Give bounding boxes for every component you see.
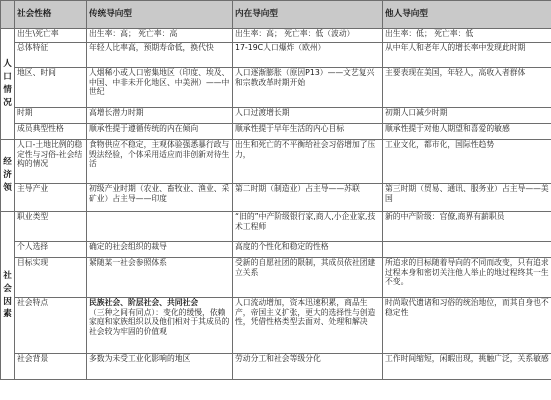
table-row — [1, 124, 551, 140]
row-label: 总体特征 — [15, 43, 87, 68]
group-char: 经 — [3, 157, 12, 168]
row-label: 主导产业 — [15, 184, 87, 212]
cell-other: 第三时期（贸易、通讯、服务业）占主导——美国 — [383, 184, 551, 212]
group-char: 人 — [3, 59, 12, 70]
cell-inner: 出生率：高； 死亡率：低（波动） — [233, 29, 383, 43]
table-row — [1, 43, 551, 68]
table-row — [1, 242, 551, 258]
table-row — [1, 298, 551, 354]
cell-inner: 人口过渡增长期 — [233, 108, 383, 124]
cell-other: 从中年人和老年人的增长率中发现此时期 — [383, 43, 551, 68]
cell-inner: 劳动分工和社会等级分化 — [233, 354, 383, 380]
cell-tradition: 高增长潜力时期 — [87, 108, 233, 124]
header-corner — [1, 1, 15, 29]
row-label: 个人选择 — [15, 242, 87, 258]
cell-other: 时尚取代遗诸和习俗的统治地位，而其自身也不稳定性 — [383, 298, 551, 354]
cell-tradition: 食物供应不稳定，主观体验强悉暴行政与毁法经验，个体采用适应而非创新对待生活 — [87, 140, 233, 184]
row-label: 社会特点 — [15, 298, 87, 354]
table-header-row — [1, 1, 551, 29]
row-label: 地区、时间 — [15, 68, 87, 108]
row-label: 出生\死亡率 — [15, 29, 87, 43]
cell-tradition: 出生率：高； 死亡率：高 — [87, 29, 233, 43]
group-char: 情 — [3, 85, 12, 95]
row-label: 职业类型 — [15, 212, 87, 242]
cell-other: 所追求的目标随着导向的不同而改变，只有追求过程本身和密切关注他人举止的地过程终其一生不变。 — [383, 258, 551, 298]
cell-tradition: 顺承性提于遵循传统的内在倾向 — [87, 124, 233, 140]
cell-inner: 人口逐渐膨胀（原因P13）——文艺复兴和宗教改革时期开始 — [233, 68, 383, 108]
cell-tradition: 人烟稀小或人口密集地区（印度、埃及、中国、中非未开化地区、中美洲）——中世纪 — [87, 68, 233, 108]
cell-tradition-body: （三种之间有同点）：变化的缓慢，依赖家庭和家族组织以及他们相对于其成员的社会较为牢固的价值观 — [89, 307, 230, 336]
group-char: 口 — [3, 72, 12, 83]
cell-inner: 第二时期（制造业）占主导——苏联 — [233, 184, 383, 212]
table-row — [1, 68, 551, 108]
cell-tradition — [87, 298, 233, 354]
header-inner-directed: 内在导向型 — [233, 1, 383, 29]
row-label: 社会背景 — [15, 354, 87, 380]
row-label: 人口-土地比例的稳定性与习俗-社会结构的情况 — [15, 140, 87, 184]
table-row — [1, 29, 551, 43]
table-row — [1, 354, 551, 380]
group-label-economy — [1, 140, 15, 212]
table-row — [1, 184, 551, 212]
group-char: 会 — [3, 283, 12, 294]
cell-tradition: 多数为未受工业化影响的地区 — [87, 354, 233, 380]
cell-inner: 17-19C人口爆炸（欧州） — [233, 43, 383, 68]
table-row — [1, 212, 551, 242]
header-other-directed: 他人导向型 — [383, 1, 551, 29]
cell-tradition: 年轻人比率高，预期寿命低，换代快 — [87, 43, 233, 68]
cell-other: 主要表现在美国，年轻人，高收入者群体 — [383, 68, 551, 108]
group-char: 社 — [3, 270, 12, 281]
row-label: 目标实现 — [15, 258, 87, 298]
cell-tradition — [87, 212, 233, 242]
group-char: 领 — [3, 182, 12, 193]
table-row — [1, 140, 551, 184]
group-char: 济 — [3, 170, 12, 181]
header-tradition-directed: 传统导向型 — [87, 1, 233, 29]
cell-other: 工作时间缩短，闲暇出现，挑触广泛，关系敏感 — [383, 354, 551, 380]
cell-other: 新的中产阶级：官僚,商界有薪职员 — [383, 212, 551, 242]
cell-inner: 出生和死亡的不平衡给社会习俗增加了压力， — [233, 140, 383, 184]
cell-inner: 高度的个性化和稳定的性格 — [233, 242, 383, 258]
cell-other: 顺承性提于对他人期望和喜爱的敏感 — [383, 124, 551, 140]
cell-inner: “旧的”中产阶级银行家,商人,小企业家,技术工程师 — [233, 212, 383, 242]
group-char: 因 — [3, 296, 12, 307]
table-row — [1, 258, 551, 298]
cell-tradition-title: 民族社会、阶层社会、共同社会 — [89, 298, 199, 307]
group-label-social — [1, 212, 15, 380]
cell-other — [383, 242, 551, 258]
cell-inner: 人口流动增加，资本迅速积累，商品生产，帝国主义扩张，更大的选择性与创造性，凭借性格类型去面对、处理和解决 — [233, 298, 383, 354]
cell-tradition: 初级产业时期（农业、畜牧业、渔业、采矿业）占主导——印度 — [87, 184, 233, 212]
cell-other: 工业文化，都市化，国际性趋势 — [383, 140, 551, 184]
cell-inner: 受新的自愿社团的限制，其成员依社团建立关系 — [233, 258, 383, 298]
row-label: 成员典型性格 — [15, 124, 87, 140]
cell-other: 初期人口减少时期 — [383, 108, 551, 124]
table-row — [1, 108, 551, 124]
group-label-population — [1, 29, 15, 140]
cell-other: 出生率：低； 死亡率：低 — [383, 29, 551, 43]
group-char: 况 — [3, 97, 12, 108]
header-social-character: 社会性格 — [15, 1, 87, 29]
cell-inner: 顺承性提于早年生活的内心目标 — [233, 124, 383, 140]
row-label: 时期 — [15, 108, 87, 124]
cell-tradition: 确定的社会组织的裁导 — [87, 242, 233, 258]
group-char: 素 — [3, 309, 12, 320]
cell-tradition: 紧随某一社会参照体系 — [87, 258, 233, 298]
